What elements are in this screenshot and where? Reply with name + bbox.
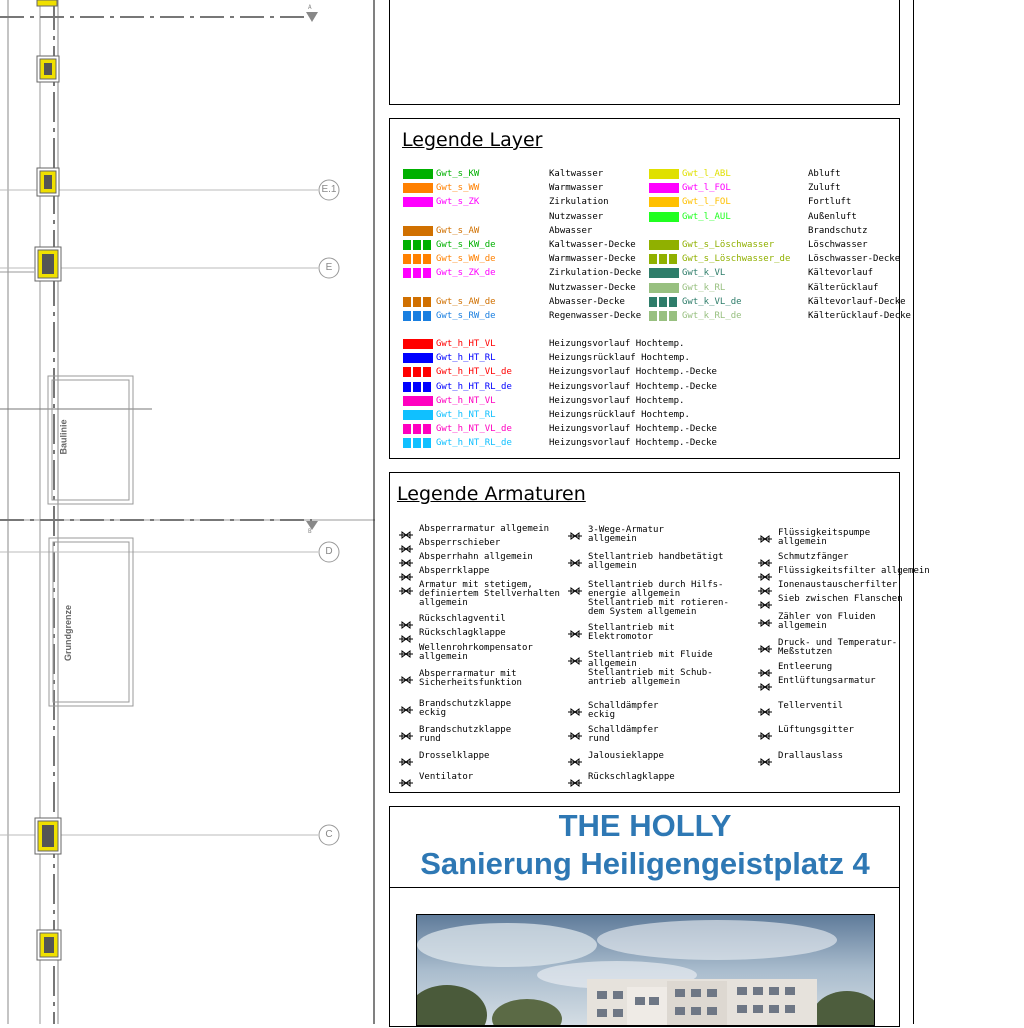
armatur-symbol-icon (398, 752, 414, 762)
armatur-label: Rückschlagventil (419, 614, 506, 624)
layer-name: Gwt_s_RW_de (436, 311, 496, 321)
layer-swatch (403, 382, 433, 392)
axis-label-e: E (325, 262, 333, 273)
room-label-baulinie: Baulinie (58, 419, 69, 455)
armatur-symbol-icon (567, 581, 583, 591)
armatur-label: Zähler von Fluiden allgemein (778, 612, 876, 631)
armatur-label: Drallauslass (778, 751, 844, 761)
armatur-symbol-icon (398, 553, 414, 563)
layer-name: Gwt_h_NT_VL (436, 395, 496, 406)
layer-description: Heizungsvorlauf Hochtemp. (549, 339, 685, 349)
layer-description: Kälterücklauf-Decke (808, 311, 911, 321)
layer-swatch (649, 240, 679, 250)
armatur-label: Stellantrieb durch Hilfs- energie allgemein Stellantrieb mit rotieren- dem System allgemein (588, 580, 729, 617)
floor-plan (0, 0, 375, 1024)
axis-label-c: C (325, 829, 333, 840)
armatur-symbol-icon (567, 752, 583, 762)
layer-description: Nutzwasser-Decke (549, 282, 636, 293)
armatur-label: Ionenaustauscherfilter (778, 580, 898, 590)
armatur-symbol-icon (398, 615, 414, 625)
armatur-label: Ventilator (419, 772, 474, 782)
armatur-symbol-icon (757, 639, 773, 649)
armatur-symbol-icon (757, 529, 773, 539)
floor-plan-drawing (0, 0, 375, 1024)
armatur-label: Rückschlagklappe (419, 628, 506, 638)
layer-name: Gwt_k_VL (682, 268, 726, 279)
armatur-symbol-icon (398, 539, 414, 549)
layer-swatch (649, 197, 679, 207)
layer-swatch (649, 311, 679, 321)
room-label-grundgrenze: Grundgrenze (63, 604, 74, 662)
notes-box (389, 0, 900, 105)
layer-description: Kältevorlauf-Decke (808, 296, 906, 307)
layer-description: Abluft (808, 169, 841, 179)
layer-swatch (403, 367, 433, 377)
axis-label-e1: E.1 (321, 184, 337, 195)
armatur-label: Brandschutzklappe eckig (419, 699, 512, 718)
armatur-label: Stellantrieb handbetätigt allgemein (588, 552, 724, 571)
layer-swatch (403, 410, 433, 420)
layer-description: Heizungsvorlauf Hochtemp.-Decke (549, 367, 717, 378)
layer-description: Heizungsvorlauf Hochtemp.-Decke (549, 424, 717, 435)
armatur-symbol-icon (757, 567, 773, 577)
layer-description: Abwasser (549, 225, 593, 236)
armatur-symbol-icon (398, 773, 414, 783)
layer-description: Kaltwasser-Decke (549, 240, 636, 250)
layer-name: Gwt_s_ZK_de (436, 268, 496, 279)
project-subtitle: Sanierung Heiligengeistplatz 4 (420, 846, 870, 881)
layer-swatch (649, 183, 679, 193)
armatur-label: Flüssigkeitspumpe allgemein (778, 528, 871, 547)
layer-swatch (649, 268, 679, 278)
legend-layer-panel (389, 118, 911, 459)
layer-swatch (649, 212, 679, 222)
layer-swatch (403, 297, 433, 307)
armatur-label: Flüssigkeitsfilter allgemein (778, 566, 930, 576)
armatur-symbol-icon (757, 726, 773, 736)
legend-layer-title: Legende Layer (402, 129, 543, 151)
armatur-symbol-icon (567, 702, 583, 712)
title-block-border (913, 0, 914, 1024)
layer-swatch (403, 183, 433, 193)
project-name: THE HOLLY (558, 808, 732, 843)
layer-description: Warmwasser (549, 183, 604, 194)
layer-swatch (403, 169, 433, 179)
armatur-symbol-icon (757, 702, 773, 712)
armatur-symbol-icon (398, 726, 414, 736)
layer-swatch (403, 226, 433, 236)
armatur-label: Schmutzfänger (778, 552, 849, 562)
layer-description: Heizungsrücklauf Hochtemp. (549, 410, 690, 420)
layer-description: Heizungsvorlauf Hochtemp. (549, 395, 685, 406)
armatur-symbol-icon (398, 644, 414, 654)
layer-description: Brandschutz (808, 225, 868, 236)
armatur-symbol-icon (398, 525, 414, 535)
layer-swatch (403, 396, 433, 406)
armatur-label: Stellantrieb mit Elektromotor (588, 623, 675, 642)
armatur-label: Entlüftungsarmatur (778, 676, 876, 686)
layer-description: Außenluft (808, 211, 857, 222)
layer-swatch (403, 353, 433, 363)
armatur-symbol-icon (757, 663, 773, 673)
layer-name: Gwt_h_HT_VL (436, 339, 496, 349)
armatur-symbol-icon (398, 670, 414, 680)
armatur-label: Absperrarmatur mit Sicherheitsfunktion (419, 669, 522, 688)
layer-description: Abwasser-Decke (549, 296, 625, 307)
layer-description: Zirkulation-Decke (549, 268, 642, 279)
layer-name: Gwt_k_RL (682, 282, 726, 293)
armatur-label: Brandschutzklappe rund (419, 725, 512, 744)
layer-swatch (403, 268, 433, 278)
armatur-label: Schalldämpfer rund (588, 725, 659, 744)
armatur-label: Wellenrohrkompensator allgemein (419, 643, 533, 662)
armatur-label: Tellerventil (778, 701, 844, 711)
armatur-label: Schalldämpfer eckig (588, 701, 659, 720)
armatur-symbol-icon (757, 613, 773, 623)
layer-description: Löschwasser (808, 240, 868, 250)
layer-name: Gwt_h_NT_RL_de (436, 438, 512, 449)
layer-name: Gwt_s_KW_de (436, 240, 496, 250)
layer-swatch (403, 339, 433, 349)
armatur-label: Absperrarmatur allgemein (419, 524, 550, 534)
layer-description: Fortluft (808, 197, 852, 208)
armatur-symbol-icon (398, 629, 414, 639)
layer-swatch (649, 254, 679, 264)
layer-name: Gwt_l_AUL (682, 211, 731, 222)
layer-description: Kaltwasser (549, 169, 604, 179)
layer-swatch (403, 254, 433, 264)
armatur-label: Absperrklappe (419, 566, 490, 576)
armatur-symbol-icon (567, 726, 583, 736)
armatur-symbol-icon (567, 624, 583, 634)
layer-swatch (403, 311, 433, 321)
armatur-symbol-icon (398, 700, 414, 710)
layer-name: Gwt_s_WW (436, 183, 480, 194)
section-mark-b: B (308, 528, 312, 535)
armatur-symbol-icon (398, 567, 414, 577)
building-rendering (416, 914, 875, 1026)
armatur-label: 3-Wege-Armatur allgemein (588, 525, 664, 544)
layer-swatch (403, 438, 433, 448)
layer-name: Gwt_k_RL_de (682, 311, 742, 321)
layer-name: Gwt_h_HT_RL (436, 353, 496, 364)
armatur-label: Sieb zwischen Flanschen (778, 594, 903, 604)
armatur-label: Jalousieklappe (588, 751, 664, 761)
armatur-symbol-icon (567, 526, 583, 536)
layer-swatch (649, 297, 679, 307)
layer-name: Gwt_l_FOL (682, 183, 731, 194)
layer-swatch (649, 283, 679, 293)
armatur-symbol-icon (398, 581, 414, 591)
armatur-symbol-icon (567, 773, 583, 783)
building-rendering-image (417, 915, 874, 1025)
layer-name: Gwt_h_HT_RL_de (436, 381, 512, 392)
section-mark-a: A (308, 4, 312, 11)
layer-name: Gwt_s_WW_de (436, 254, 496, 265)
axis-label-d: D (325, 546, 333, 557)
legend-armaturen-panel (389, 472, 930, 793)
armatur-label: Absperrhahn allgemein (419, 552, 533, 562)
layer-description: Kältevorlauf (808, 268, 874, 279)
layer-swatch (649, 169, 679, 179)
layer-description: Regenwasser-Decke (549, 311, 642, 321)
layer-name: Gwt_k_VL_de (682, 296, 742, 307)
layer-description: Nutzwasser (549, 211, 604, 222)
layer-name: Gwt_h_HT_VL_de (436, 367, 512, 378)
layer-name: Gwt_s_KW (436, 169, 480, 179)
layer-name: Gwt_h_NT_RL (436, 410, 496, 420)
layer-description: Heizungsvorlauf Hochtemp.-Decke (549, 438, 717, 449)
layer-swatch (403, 197, 433, 207)
layer-description: Heizungsrücklauf Hochtemp. (549, 353, 690, 364)
armatur-symbol-icon (757, 553, 773, 563)
layer-description: Warmwasser-Decke (549, 254, 636, 265)
armatur-label: Stellantrieb mit Fluide allgemein Stellantrieb mit Schub- antrieb allgemein (588, 650, 713, 687)
armatur-label: Drosselklappe (419, 751, 490, 761)
layer-name: Gwt_l_FOL (682, 197, 731, 208)
layer-name: Gwt_s_ZK (436, 197, 480, 208)
layer-name: Gwt_l_ABL (682, 169, 731, 179)
armatur-label: Armatur mit stetigem, definiertem Stellverhalten allgemein (419, 580, 560, 608)
armatur-label: Druck- und Temperatur- Meßstutzen (778, 638, 898, 657)
layer-description: Zuluft (808, 183, 841, 194)
armatur-symbol-icon (567, 553, 583, 563)
armatur-symbol-icon (757, 581, 773, 591)
armatur-symbol-icon (757, 677, 773, 687)
layer-description: Zirkulation (549, 197, 609, 208)
armatur-label: Rückschlagklappe (588, 772, 675, 782)
layer-name: Gwt_s_Löschwasser (682, 240, 775, 250)
armatur-label: Entleerung (778, 662, 833, 672)
armatur-label: Lüftungsgitter (778, 725, 854, 735)
layer-name: Gwt_h_NT_VL_de (436, 424, 512, 435)
armatur-symbol-icon (567, 651, 583, 661)
layer-swatch (403, 424, 433, 434)
layer-description: Löschwasser-Decke (808, 254, 901, 265)
legend-armaturen-title: Legende Armaturen (397, 483, 586, 505)
layer-description: Kälterücklauf (808, 282, 879, 293)
layer-description: Heizungsvorlauf Hochtemp.-Decke (549, 381, 717, 392)
layer-swatch (403, 240, 433, 250)
armatur-label: Absperrschieber (419, 538, 501, 548)
armatur-symbol-icon (757, 595, 773, 605)
layer-name: Gwt_s_AW (436, 225, 480, 236)
armatur-symbol-icon (757, 752, 773, 762)
layer-name: Gwt_s_Löschwasser_de (682, 254, 791, 265)
layer-name: Gwt_s_AW_de (436, 296, 496, 307)
